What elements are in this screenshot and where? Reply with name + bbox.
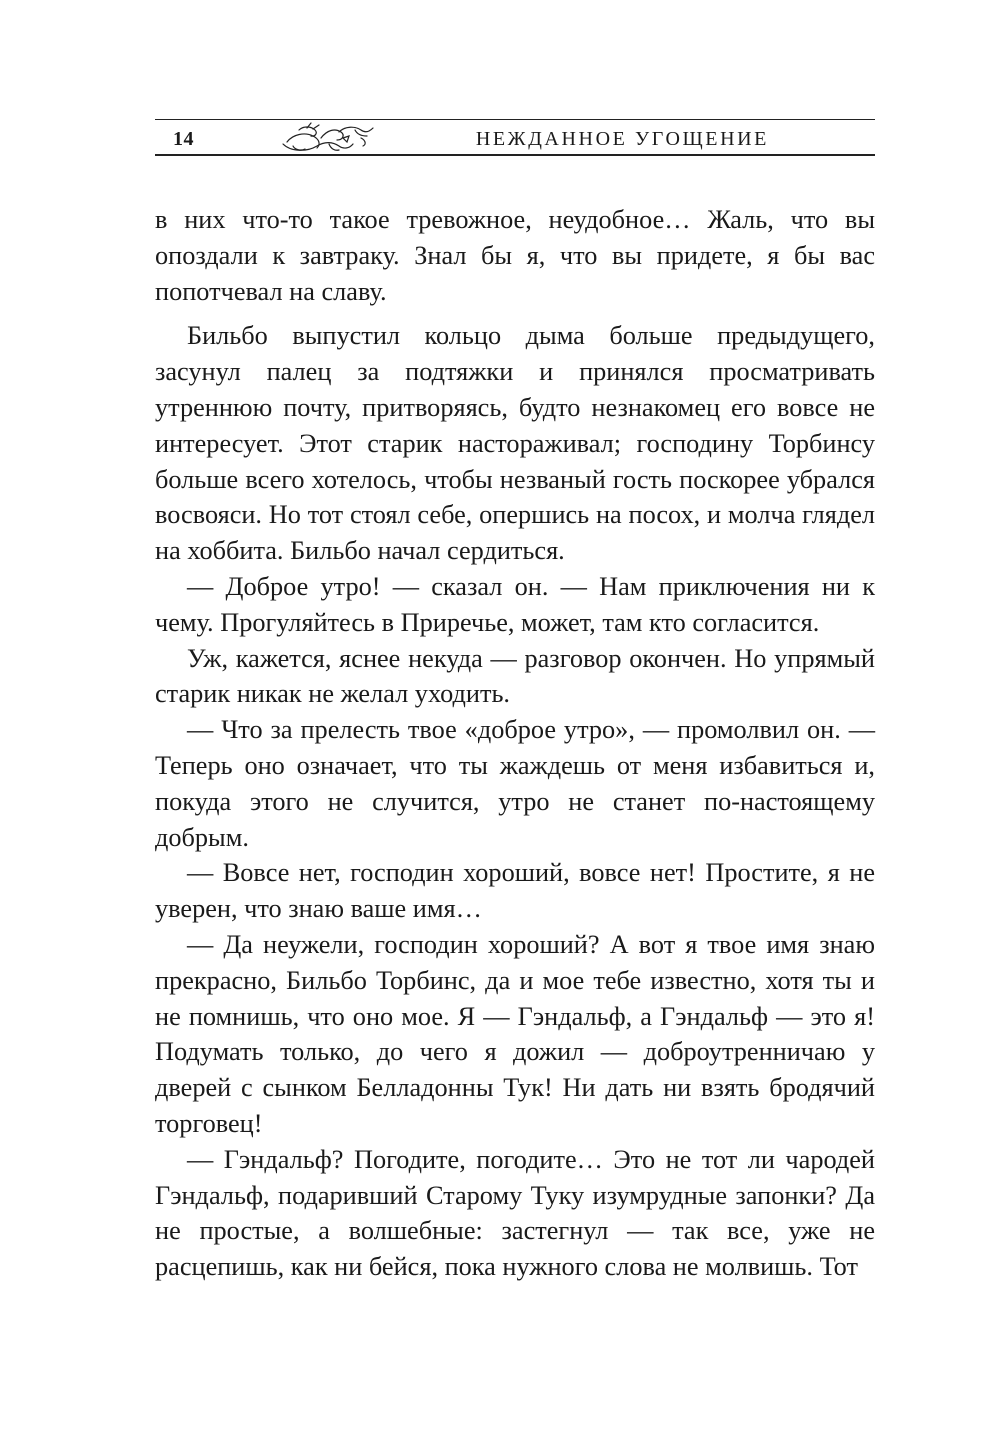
header-rule-bottom (155, 154, 875, 156)
header-rule-top (155, 119, 875, 120)
body-text (155, 202, 875, 1285)
paragraph: — Доброе утро! — сказал он. — Нам приключения ни к чему. Прогуляйтесь в Приречье, может, там кто согласится. (155, 571, 875, 637)
page-number: 14 (173, 128, 194, 150)
dragon-ornament-icon (277, 122, 377, 154)
paragraph: Уж, кажется, яснее некуда — разговор окончен. Но упрямый старик никак не желал уходить. (155, 643, 875, 709)
running-head (155, 119, 875, 157)
paragraph: — Гэндальф? Погодите, погодите… Это не тот ли чародей Гэндальф, подаривший Старому Туку изумрудные запонки? Да не простые, а волшебные: застегнул — так все, уже не расцепишь, как ни бейся, пока нужного слова не молвишь. Тот (155, 1144, 875, 1282)
paragraph: — Вовсе нет, господин хороший, вовсе нет! Простите, я не уверен, что знаю ваше имя… (155, 858, 875, 924)
paragraph: в них что-то такое тревожное, неудобное… Жаль, что вы опоздали к завтраку. Знал бы я, что вы придете, я бы вас попотчевал на славу. (155, 205, 875, 306)
paragraph: — Да неужели, господин хороший? А вот я твое имя знаю прекрасно, Бильбо Торбинс, да и мое тебе известно, хотя ты и не помнишь, что оно мое. Я — Гэндальф, а Гэндальф — это я! Подумать только, до чего я дожил — доброутренничаю у дверей с сынком Белладонны Тук! Ни дать ни взять бродячий торговец! (155, 929, 875, 1138)
paragraph: — Что за прелесть твое «доброе утро», — промолвил он. — Теперь оно означает, что ты жаждешь от меня избавиться и, покуда этого не случится, утро не станет по-настоящему добрым. (155, 715, 875, 852)
running-title: НЕЖДАННОЕ УГОЩЕНИЕ (475, 128, 769, 150)
paragraph: Бильбо выпустил кольцо дыма больше предыдущего, засунул палец за подтяжки и принялся просматривать утреннюю почту, притворяясь, будто незнакомец его вовсе не интересует. Этот старик настораживал; господину Торбинсу больше всего хотелось, чтобы незваный гость поскорее убрался восвояси. Но тот стоял себе, опершись на посох, и молча глядел на хоббита. Бильбо начал сердиться. (155, 321, 875, 566)
